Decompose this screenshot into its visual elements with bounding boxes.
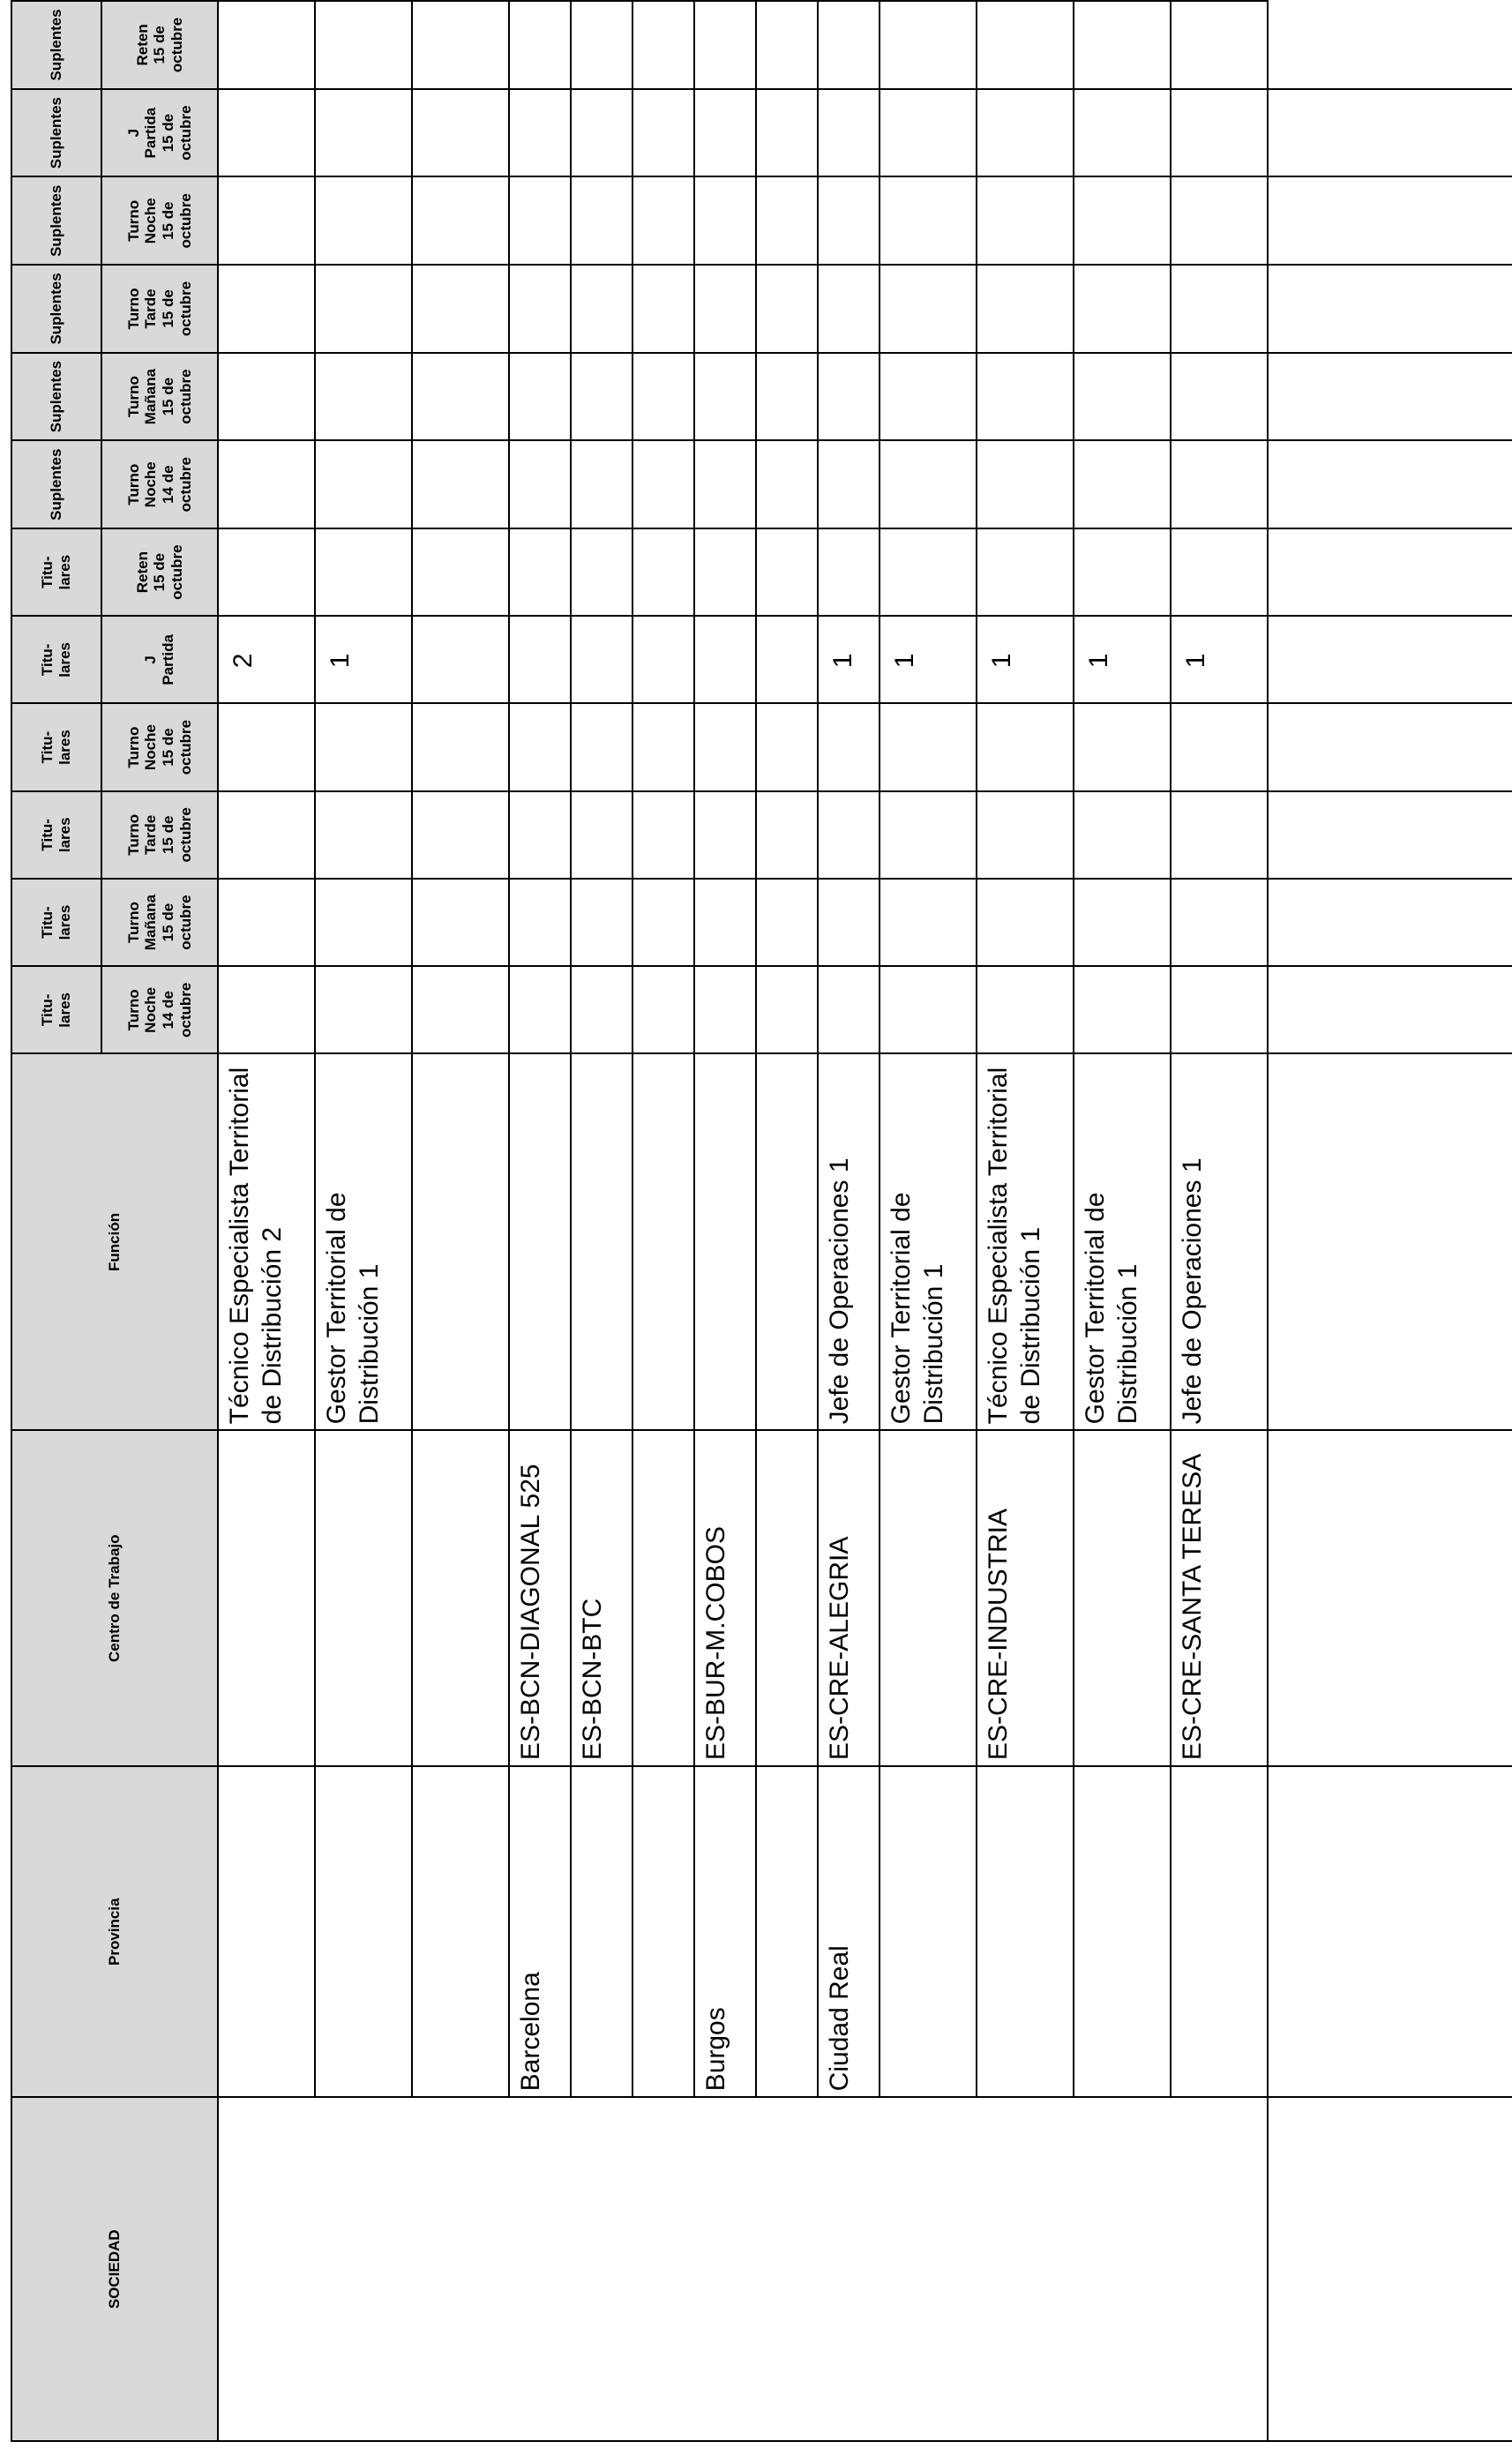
funcion-cell: Gestor Territorial de Distribución 1 <box>315 1053 412 1430</box>
header-shift: J Partida <box>101 616 218 703</box>
centro-cell <box>632 1430 694 1766</box>
jpartida-value: 1 <box>880 616 977 703</box>
header-group: Suplentes <box>11 265 101 353</box>
provincia-cell <box>1171 1766 1268 2097</box>
provincia-cell: Burgos <box>694 1766 756 2097</box>
header-row-groups <box>11 1 101 2441</box>
provincia-cell <box>880 1766 977 2097</box>
table-row <box>880 1 977 2441</box>
jpartida-value <box>412 616 509 703</box>
header-centro: Centro de Trabajo <box>11 1430 218 1766</box>
provincia-cell: Barcelona <box>509 1766 571 2097</box>
table-row <box>1171 1 1268 2441</box>
jpartida-value: 1 <box>1074 616 1171 703</box>
centro-cell <box>756 1430 818 1766</box>
header-shift: Turno Mañana 15 de octubre <box>101 353 218 441</box>
funcion-cell <box>509 1053 571 1430</box>
funcion-cell: Técnico Especialista Territorial de Distribución 1 <box>977 1053 1074 1430</box>
header-shift: Turno Noche 15 de octubre <box>101 176 218 265</box>
table-row <box>571 1 632 2441</box>
jpartida-value: 1 <box>1171 616 1268 703</box>
centro-cell: ES-BUR-M.COBOS <box>694 1430 756 1766</box>
header-shift: J Partida 15 de octubre <box>101 89 218 177</box>
table-row <box>756 1 818 2441</box>
funcion-cell <box>694 1053 756 1430</box>
table-row <box>632 1 694 2441</box>
provincia-cell <box>1074 1766 1171 2097</box>
table-row <box>818 1 880 2441</box>
provincia-cell <box>571 1766 632 2097</box>
provincia-cell <box>218 1766 315 2097</box>
provincia-cell <box>977 1766 1074 2097</box>
funcion-cell: Técnico Especialista Territorial de Distribución 2 <box>218 1053 315 1430</box>
header-group: Titu- lares <box>11 966 101 1053</box>
sociedad-cell <box>218 2097 1268 2441</box>
header-group: Titu- lares <box>11 616 101 703</box>
header-shift: Turno Tarde 15 de octubre <box>101 791 218 879</box>
header-group: Suplentes <box>11 176 101 265</box>
funcion-cell <box>571 1053 632 1430</box>
jpartida-value: 2 <box>218 616 315 703</box>
funcion-cell: Gestor Territorial de Distribución 1 <box>880 1053 977 1430</box>
table-row <box>509 1 571 2441</box>
table-header <box>11 1 218 2441</box>
header-group: Titu- lares <box>11 528 101 616</box>
centro-cell: ES-CRE-ALEGRIA <box>818 1430 880 1766</box>
centro-cell <box>412 1430 509 1766</box>
header-sociedad: SOCIEDAD <box>11 2097 218 2441</box>
funcion-cell <box>412 1053 509 1430</box>
table-body <box>218 1 1512 2441</box>
header-group: Titu- lares <box>11 703 101 790</box>
funcion-cell <box>632 1053 694 1430</box>
table-row <box>315 1 412 2441</box>
shift-table <box>11 0 1512 2442</box>
jpartida-value <box>571 616 632 703</box>
header-shift: Reten 15 de octubre <box>101 528 218 616</box>
header-group: Suplentes <box>11 353 101 441</box>
table-row <box>218 1 315 2441</box>
centro-cell <box>1074 1430 1171 1766</box>
header-provincia: Provincia <box>11 1766 218 2097</box>
header-shift: Reten 15 de octubre <box>101 1 218 89</box>
table-row <box>977 1 1074 2441</box>
funcion-cell: Jefe de Operaciones 1 <box>818 1053 880 1430</box>
header-group: Titu- lares <box>11 791 101 879</box>
table-row <box>1074 1 1171 2441</box>
jpartida-value: 1 <box>315 616 412 703</box>
provincia-cell <box>632 1766 694 2097</box>
jpartida-value <box>756 616 818 703</box>
centro-cell: ES-BCN-BTC <box>571 1430 632 1766</box>
header-group: Titu- lares <box>11 879 101 966</box>
provincia-cell <box>412 1766 509 2097</box>
table-row-empty <box>1268 1 1512 2441</box>
funcion-cell <box>756 1053 818 1430</box>
header-funcion: Función <box>11 1053 218 1430</box>
provincia-cell <box>756 1766 818 2097</box>
centro-cell <box>218 1430 315 1766</box>
provincia-cell: Ciudad Real <box>818 1766 880 2097</box>
centro-cell <box>880 1430 977 1766</box>
jpartida-value <box>509 616 571 703</box>
header-group: Suplentes <box>11 440 101 528</box>
centro-cell: ES-CRE-INDUSTRIA <box>977 1430 1074 1766</box>
header-group: Suplentes <box>11 89 101 177</box>
table-row <box>694 1 756 2441</box>
header-shift: Turno Noche 14 de octubre <box>101 966 218 1053</box>
funcion-cell: Gestor Territorial de Distribución 1 <box>1074 1053 1171 1430</box>
jpartida-value: 1 <box>818 616 880 703</box>
jpartida-value <box>632 616 694 703</box>
provincia-cell <box>315 1766 412 2097</box>
header-group: Suplentes <box>11 1 101 89</box>
funcion-cell: Jefe de Operaciones 1 <box>1171 1053 1268 1430</box>
table-row <box>412 1 509 2441</box>
header-shift: Turno Noche 14 de octubre <box>101 440 218 528</box>
header-shift: Turno Mañana 15 de octubre <box>101 879 218 966</box>
centro-cell: ES-CRE-SANTA TERESA <box>1171 1430 1268 1766</box>
header-shift: Turno Noche 15 de octubre <box>101 703 218 790</box>
centro-cell: ES-BCN-DIAGONAL 525 <box>509 1430 571 1766</box>
header-shift: Turno Tarde 15 de octubre <box>101 265 218 353</box>
centro-cell <box>315 1430 412 1766</box>
jpartida-value: 1 <box>977 616 1074 703</box>
jpartida-value <box>694 616 756 703</box>
